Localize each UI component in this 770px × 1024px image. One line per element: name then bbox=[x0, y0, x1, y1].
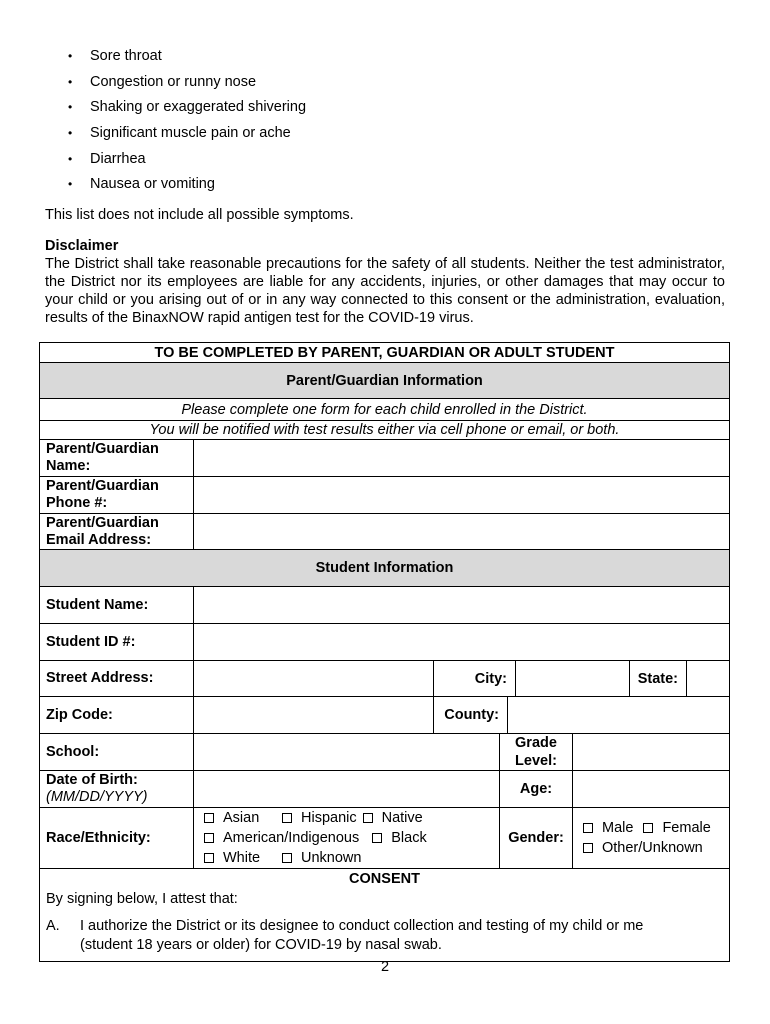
list-item: • Significant muscle pain or ache bbox=[64, 121, 306, 147]
symptoms-note: This list does not include all possible symptoms. bbox=[45, 207, 354, 223]
consent-form bbox=[39, 342, 730, 962]
street-field[interactable] bbox=[193, 661, 433, 696]
gender-options bbox=[572, 808, 729, 868]
consent-intro: By signing below, I attest that: bbox=[46, 891, 238, 907]
parent-email-label: Parent/Guardian Email Address: bbox=[46, 514, 159, 548]
asian-label: Asian bbox=[223, 810, 260, 826]
other-unknown-label: Other/Unknown bbox=[602, 840, 703, 856]
page-number: 2 bbox=[380, 959, 390, 975]
female-label: Female bbox=[662, 820, 711, 836]
consent-a-text: I authorize the District or its designee to conduct collection and testing of my child or me (student 18 years or older) for COVID-19 by nasal swab. bbox=[80, 918, 644, 953]
list-item: • Congestion or runny nose bbox=[64, 70, 306, 96]
gender-label: Gender: bbox=[499, 808, 572, 868]
female-checkbox[interactable] bbox=[643, 823, 653, 833]
city-label: City: bbox=[433, 661, 515, 696]
disclaimer-heading: Disclaimer bbox=[45, 238, 119, 254]
parent-phone-field[interactable] bbox=[193, 477, 729, 513]
other-unknown-checkbox[interactable] bbox=[583, 843, 593, 853]
hispanic-label: Hispanic bbox=[301, 810, 357, 826]
native-checkbox[interactable] bbox=[363, 813, 373, 823]
list-item: • Shaking or exaggerated shivering bbox=[64, 95, 306, 121]
unknown-label: Unknown bbox=[301, 850, 362, 866]
hispanic-checkbox[interactable] bbox=[282, 813, 292, 823]
consent-body bbox=[40, 888, 729, 961]
parent-section-header: Parent/Guardian Information bbox=[286, 372, 483, 389]
student-id-field[interactable] bbox=[193, 624, 729, 660]
county-label: County: bbox=[433, 697, 507, 733]
dob-format: (MM/DD/YYYY) bbox=[46, 789, 148, 805]
student-name-label: Student Name: bbox=[46, 596, 149, 613]
age-field[interactable] bbox=[572, 771, 729, 807]
instruction-two: You will be notified with test results either via cell phone or email, or both. bbox=[149, 422, 620, 438]
asian-checkbox[interactable] bbox=[204, 813, 214, 823]
form-title: TO BE COMPLETED BY PARENT, GUARDIAN OR ADULT STUDENT bbox=[154, 344, 615, 361]
zip-label: Zip Code: bbox=[46, 706, 113, 723]
consent-item-a bbox=[46, 917, 723, 955]
dob-field[interactable] bbox=[193, 771, 499, 807]
parent-name-label: Parent/Guardian Name: bbox=[46, 441, 159, 474]
unknown-checkbox[interactable] bbox=[282, 853, 292, 863]
county-field[interactable] bbox=[507, 697, 729, 733]
parent-email-field[interactable] bbox=[193, 514, 729, 549]
grade-label: Grade Level: bbox=[499, 734, 572, 770]
parent-phone-label: Parent/Guardian Phone #: bbox=[46, 478, 159, 511]
consent-a-marker: A. bbox=[46, 918, 60, 934]
student-section-header: Student Information bbox=[315, 560, 454, 576]
white-checkbox[interactable] bbox=[204, 853, 214, 863]
male-label: Male bbox=[602, 820, 634, 836]
disclaimer-text: The District shall take reasonable precautions for the safety of all students. Neither the test administrator, the District nor its employees are liable for any accidents, injuries, or other damages that may occur to your child or you arising out of or in any way connected to this consent or the administration, evaluation, results of the BinaxNOW rapid antigen test for the COVID-19 virus. bbox=[45, 256, 725, 326]
school-label: School: bbox=[46, 743, 100, 760]
grade-field[interactable] bbox=[572, 734, 729, 770]
student-name-field[interactable] bbox=[193, 587, 729, 623]
black-label: Black bbox=[391, 830, 427, 846]
symptom-list bbox=[64, 44, 306, 198]
race-label: Race/Ethnicity: bbox=[46, 829, 151, 846]
instruction-one: Please complete one form for each child enrolled in the District. bbox=[181, 401, 588, 418]
white-label: White bbox=[223, 850, 261, 866]
american-indigenous-checkbox[interactable] bbox=[204, 833, 214, 843]
city-field[interactable] bbox=[515, 661, 629, 696]
student-id-label: Student ID #: bbox=[46, 633, 136, 650]
dob-label-cell bbox=[40, 771, 193, 807]
native-label: Native bbox=[381, 810, 423, 826]
black-checkbox[interactable] bbox=[372, 833, 382, 843]
male-checkbox[interactable] bbox=[583, 823, 593, 833]
state-field[interactable] bbox=[686, 661, 729, 696]
list-item: • Diarrhea bbox=[64, 147, 306, 173]
parent-name-field[interactable] bbox=[193, 440, 729, 476]
state-label: State: bbox=[629, 661, 686, 696]
race-options bbox=[193, 808, 499, 868]
age-label: Age: bbox=[499, 771, 572, 807]
dob-label: Date of Birth: bbox=[46, 772, 138, 788]
consent-heading: CONSENT bbox=[349, 870, 420, 887]
zip-field[interactable] bbox=[193, 697, 433, 733]
school-field[interactable] bbox=[193, 734, 499, 770]
american-indigenous-label: American/Indigenous bbox=[223, 830, 360, 846]
street-label: Street Address: bbox=[46, 670, 154, 686]
list-item: • Sore throat bbox=[64, 44, 306, 70]
list-item: • Nausea or vomiting bbox=[64, 172, 306, 198]
